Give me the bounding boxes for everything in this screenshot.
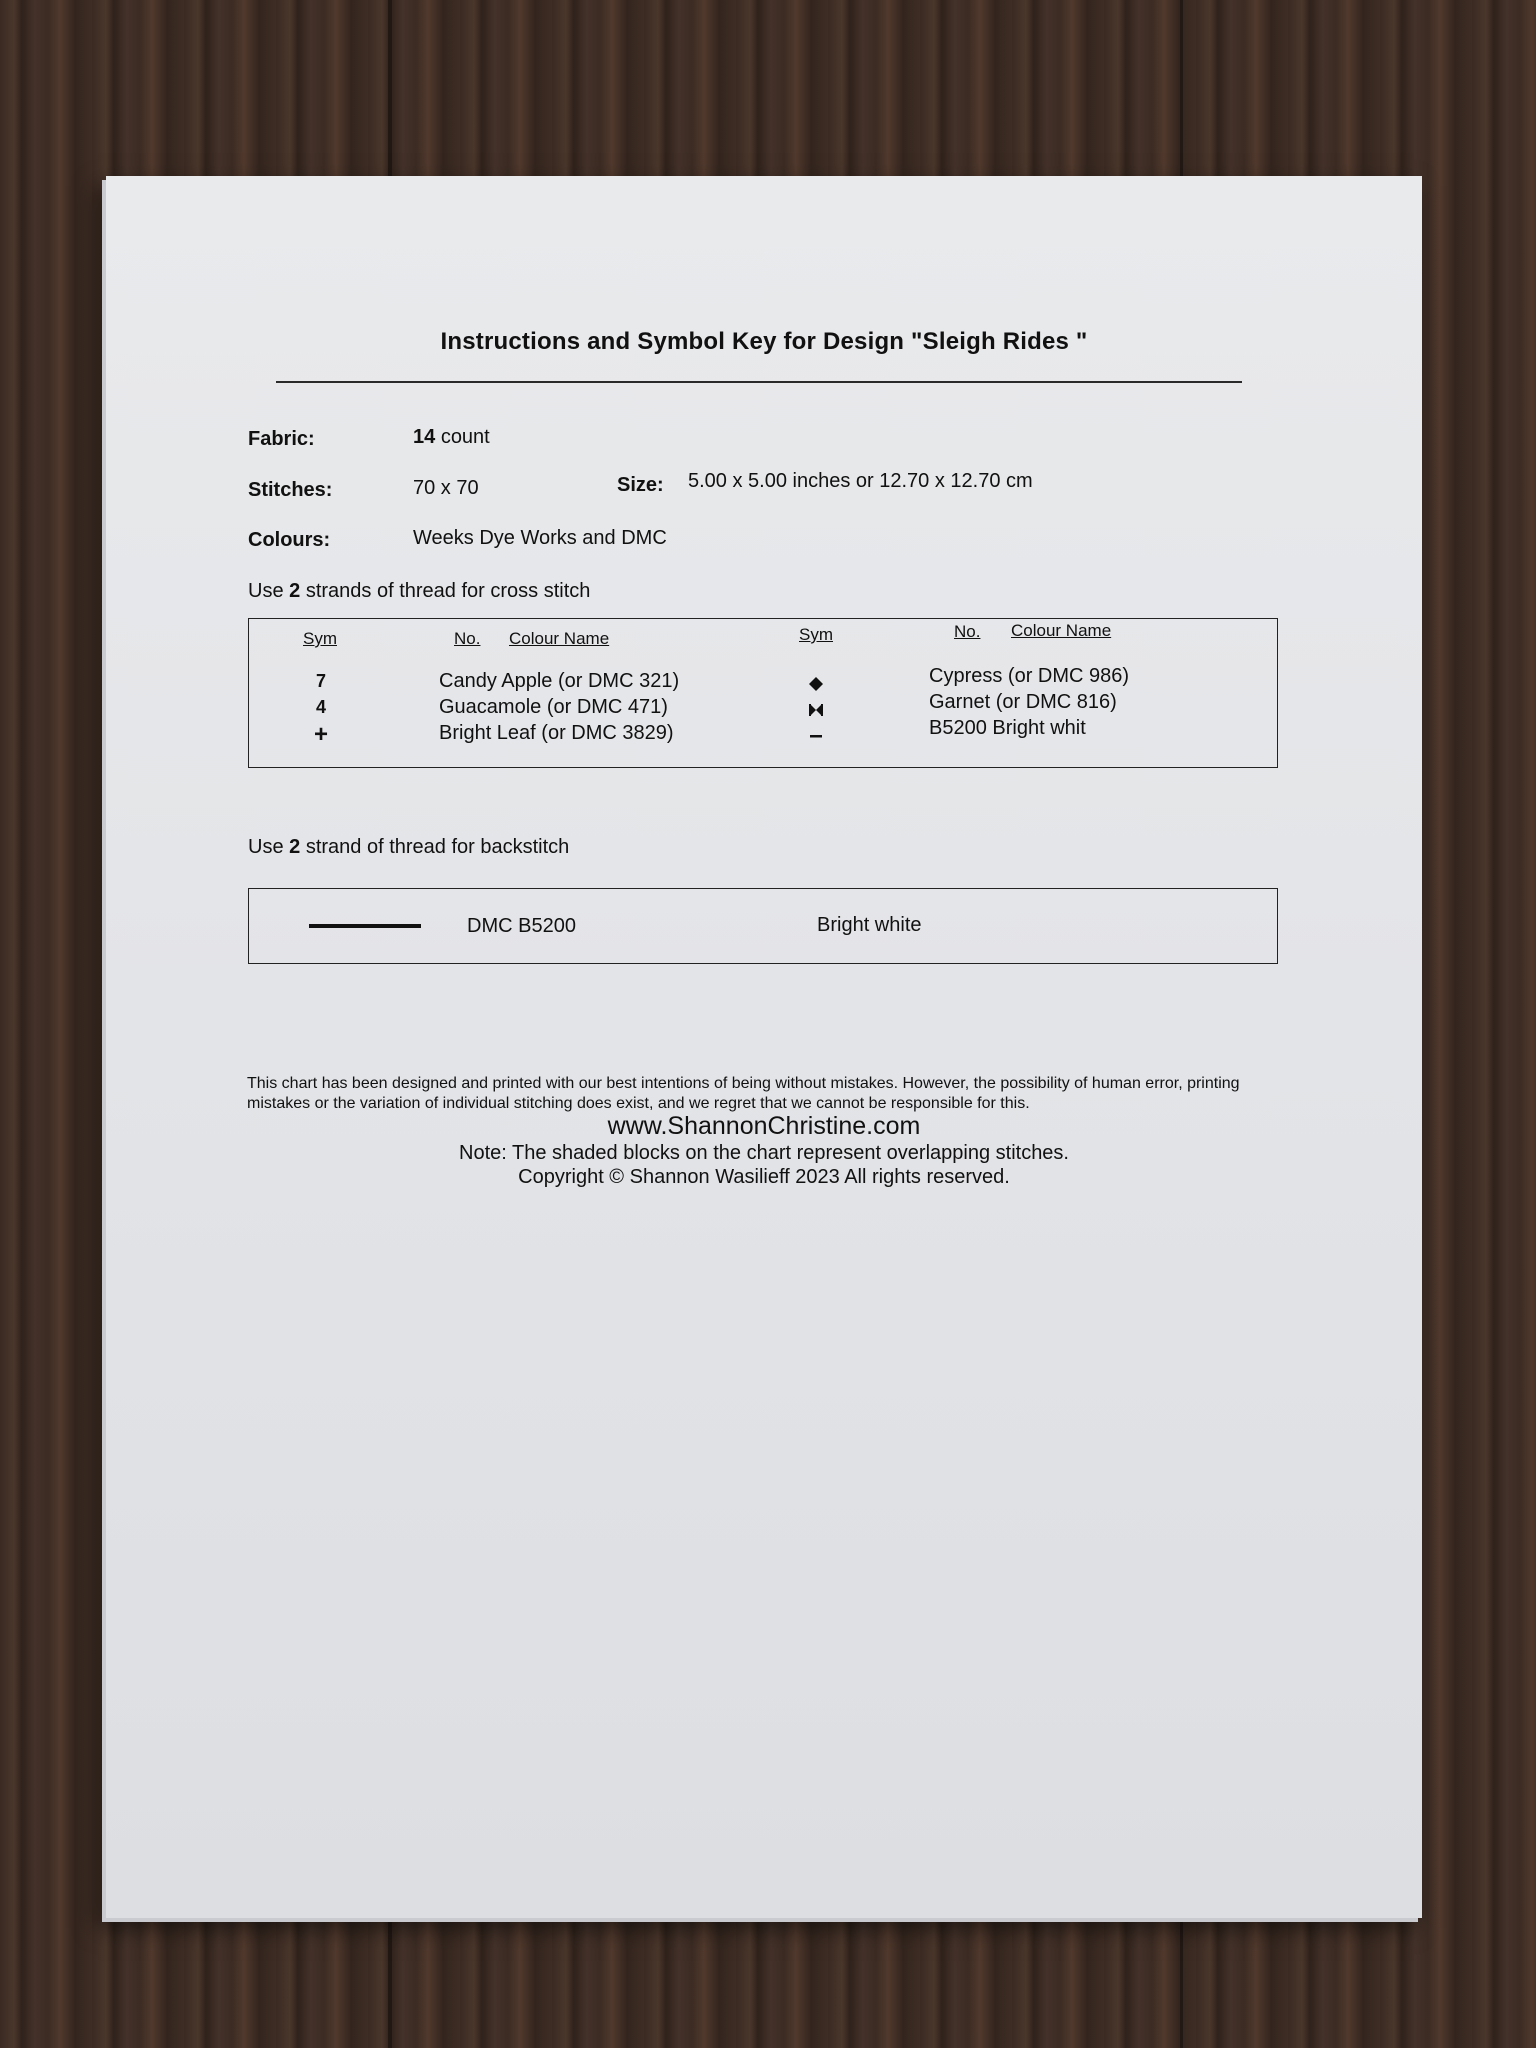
fabric-count-unit: count bbox=[440, 426, 490, 448]
key-symbol: + bbox=[313, 721, 328, 748]
disclaimer-text: This chart has been designed and printed with our best intentions of being without mistakes. However, the possibility of human error, printing mistakes or the variation of individual stitching does exist, and we regret that we cannot be responsible for this. bbox=[247, 1075, 1240, 1112]
backstitch-colour-name: Bright white bbox=[817, 914, 922, 936]
key-symbol: 7 bbox=[315, 671, 326, 691]
bowtie-icon bbox=[807, 701, 825, 719]
page-title: Instructions and Symbol Key for Design "Sleigh Rides " bbox=[440, 328, 1088, 355]
colours-value: Weeks Dye Works and DMC bbox=[413, 527, 667, 549]
key-colour-name: B5200 Bright whit bbox=[929, 717, 1086, 739]
colours-label: Colours: bbox=[248, 529, 331, 551]
no-header: No. bbox=[454, 629, 481, 648]
backstitch-instruction bbox=[248, 836, 569, 859]
key-colour-name: Bright Leaf (or DMC 3829) bbox=[439, 722, 674, 744]
key-colour-name: Guacamole (or DMC 471) bbox=[439, 696, 668, 718]
colour-name-header: Colour Name bbox=[1011, 621, 1112, 640]
no-header: No. bbox=[954, 622, 981, 641]
sym-header: Sym bbox=[799, 625, 833, 644]
key-colour-name: Candy Apple (or DMC 321) bbox=[439, 670, 680, 692]
symbol-key-table bbox=[248, 618, 1278, 768]
diamond-icon bbox=[807, 675, 825, 693]
title-divider bbox=[276, 381, 1242, 383]
instruction-text: Use bbox=[248, 580, 284, 602]
backstitch-line-sample bbox=[309, 924, 421, 928]
key-colour-name: Cypress (or DMC 986) bbox=[929, 665, 1130, 687]
sym-header: Sym bbox=[303, 629, 337, 648]
backstitch-key-table bbox=[248, 888, 1278, 964]
backstitch-code: DMC B5200 bbox=[467, 915, 576, 937]
stitches-label: Stitches: bbox=[248, 479, 333, 501]
colour-name-header: Colour Name bbox=[509, 629, 610, 648]
strand-count: 2 bbox=[289, 580, 301, 602]
size-label: Size: bbox=[617, 474, 664, 496]
stitches-value: 70 x 70 bbox=[413, 477, 479, 499]
instruction-text: strand of thread for backstitch bbox=[305, 836, 570, 858]
fabric-label: Fabric: bbox=[248, 428, 315, 450]
copyright-text: Copyright © Shannon Wasilieff 2023 All rights reserved. bbox=[518, 1166, 1010, 1188]
instruction-text: Use bbox=[248, 836, 284, 858]
cross-stitch-instruction bbox=[248, 580, 590, 603]
instruction-sheet bbox=[106, 176, 1422, 1918]
fabric-count-number: 14 bbox=[413, 426, 436, 448]
fabric-value bbox=[413, 426, 490, 449]
key-colour-name: Garnet (or DMC 816) bbox=[929, 691, 1117, 713]
website-text: www.ShannonChristine.com bbox=[607, 1112, 921, 1140]
overlap-note: Note: The shaded blocks on the chart represent overlapping stitches. bbox=[459, 1142, 1069, 1164]
key-symbol: 4 bbox=[315, 697, 326, 717]
dash-icon bbox=[807, 727, 825, 745]
size-value: 5.00 x 5.00 inches or 12.70 x 12.70 cm bbox=[688, 470, 1033, 492]
instruction-text: strands of thread for cross stitch bbox=[305, 580, 591, 602]
strand-count: 2 bbox=[289, 836, 301, 858]
